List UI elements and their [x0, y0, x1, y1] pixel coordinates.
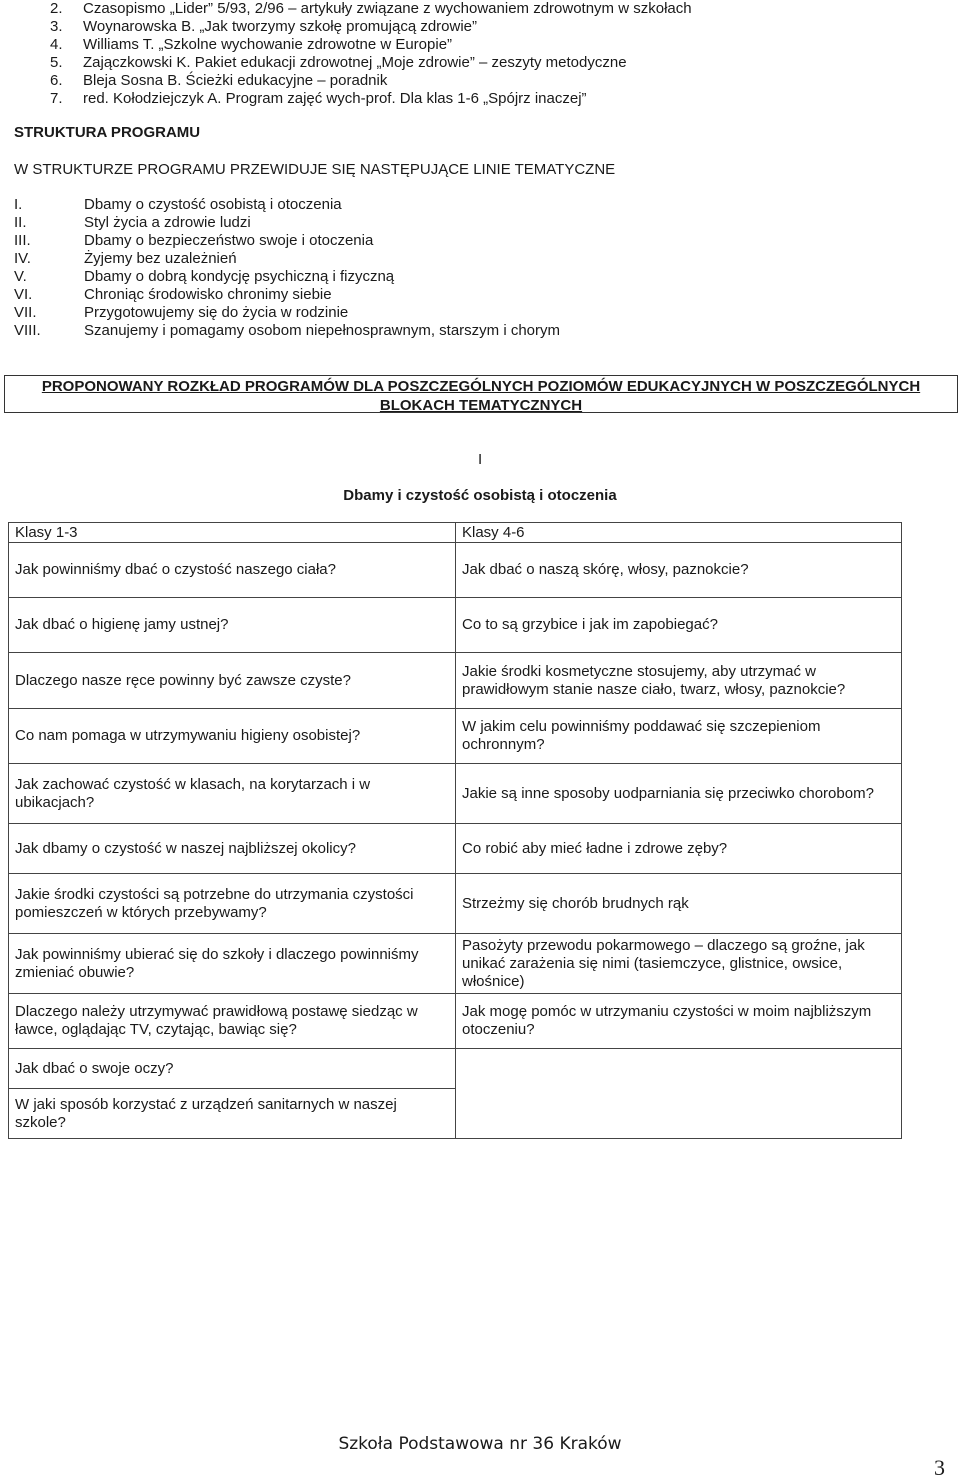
table-cell: Jak zachować czystość w klasach, na korytarzach i w ubikacjach?: [9, 764, 456, 824]
table-cell: Strzeżmy się chorób brudnych rąk: [456, 874, 902, 934]
table-cell: Jakie środki czystości są potrzebne do utrzymania czystości pomieszczeń w których przebywamy?: [9, 874, 456, 934]
table-cell: Jak dbać o swoje oczy?: [9, 1049, 456, 1089]
theme-item: VIII. Szanujemy i pomagamy osobom niepełnosprawnym, starszym i chorym: [14, 322, 561, 339]
structure-heading: STRUKTURA PROGRAMU: [14, 124, 201, 141]
theme-item: VI. Chroniąc środowisko chronimy siebie: [14, 286, 332, 303]
table-row: [9, 598, 902, 653]
table-cell: Jak powinniśmy ubierać się do szkoły i dlaczego powinniśmy zmieniać obuwie?: [9, 934, 456, 994]
table-header-row: [9, 523, 902, 543]
table-cell-empty: [456, 1049, 902, 1139]
table-cell: Jak dbamy o czystość w naszej najbliższej okolicy?: [9, 824, 456, 874]
table-cell: Jak mogę pomóc w utrzymaniu czystości w moim najbliższym otoczeniu?: [456, 994, 902, 1049]
table-cell: Jak powinniśmy dbać o czystość naszego ciała?: [9, 543, 456, 598]
table-row: [9, 543, 902, 598]
table-cell: Jak dbać o naszą skórę, włosy, paznokcie?: [456, 543, 902, 598]
bibliography-item: 6. Bleja Sosna B. Ścieżki edukacyjne – poradnik: [50, 72, 388, 89]
table-cell: Co to są grzybice i jak im zapobiegać?: [456, 598, 902, 653]
bibliography-item: 2. Czasopismo „Lider” 5/93, 2/96 – artykuły związane z wychowaniem zdrowotnym w szkołach: [50, 0, 692, 17]
bibliography-item: 7. red. Kołodziejczyk A. Program zajęć wych-prof. Dla klas 1-6 „Spójrz inaczej”: [50, 90, 587, 107]
theme-item: V. Dbamy o dobrą kondycję psychiczną i fizyczną: [14, 268, 395, 285]
proposal-title-line: PROPONOWANY ROZKŁAD PROGRAMÓW DLA POSZCZEGÓLNYCH POZIOMÓW EDUKACYJNYCH W POSZCZEGÓLNYCH: [41, 378, 921, 395]
theme-item: VII. Przygotowujemy się do życia w rodzinie: [14, 304, 349, 321]
table-cell: Co nam pomaga w utrzymywaniu higieny osobistej?: [9, 709, 456, 764]
table-row: [9, 709, 902, 764]
table-cell: W jaki sposób korzystać z urządzeń sanitarnych w naszej szkole?: [9, 1089, 456, 1139]
table-cell: Pasożyty przewodu pokarmowego – dlaczego są groźne, jak unikać zarażenia się nimi (tasiemczyce, glistnice, owsice, włośnice): [456, 934, 902, 994]
proposal-title-line: BLOKACH TEMATYCZNYCH: [379, 397, 583, 414]
theme-item: III. Dbamy o bezpieczeństwo swoje i otoczenia: [14, 232, 374, 249]
bibliography-item: 5. Zajączkowski K. Pakiet edukacji zdrowotnej „Moje zdrowie” – zeszyty metodyczne: [50, 54, 627, 71]
table-cell: Jakie środki kosmetyczne stosujemy, aby utrzymać w prawidłowym stanie nasze ciało, twarz, włosy, paznokcie?: [456, 653, 902, 709]
bibliography-list: [50, 0, 692, 108]
table-cell: Co robić aby mieć ładne i zdrowe zęby?: [456, 824, 902, 874]
table-cell: W jakim celu powinniśmy poddawać się szczepieniom ochronnym?: [456, 709, 902, 764]
table-row: [9, 764, 902, 824]
table-cell: Dlaczego należy utrzymywać prawidłową postawę siedząc w ławce, oglądając TV, czytając, bawiąc się?: [9, 994, 456, 1049]
theme-item: I. Dbamy o czystość osobistą i otoczenia: [14, 196, 342, 213]
bibliography-item: 3. Woynarowska B. „Jak tworzymy szkołę promującą zdrowie”: [50, 18, 478, 35]
thematic-lines-list: [14, 196, 560, 340]
table-row: [9, 824, 902, 874]
table-row: [9, 874, 902, 934]
block-title: Dbamy i czystość osobistą i otoczenia: [343, 487, 617, 504]
thematic-lines-heading: W STRUKTURZE PROGRAMU PRZEWIDUJE SIĘ NASTĘPUJĄCE LINIE TEMATYCZNE: [14, 161, 616, 178]
proposal-title-box: [4, 375, 958, 413]
table-row: [9, 1049, 902, 1089]
header-cell-grades-4-6: Klasy 4-6: [456, 523, 902, 543]
table-row: [9, 934, 902, 994]
header-cell-grades-1-3: Klasy 1-3: [9, 523, 456, 543]
table-cell: Jak dbać o higienę jamy ustnej?: [9, 598, 456, 653]
table-row: [9, 653, 902, 709]
block-number: I: [478, 451, 483, 468]
bibliography-item: 4. Williams T. „Szkolne wychowanie zdrowotne w Europie”: [50, 36, 453, 53]
theme-item: II. Styl życia a zdrowie ludzi: [14, 214, 251, 231]
footer-school-name: Szkoła Podstawowa nr 36 Kraków: [338, 1434, 622, 1454]
program-table: [8, 522, 902, 1139]
theme-item: IV. Żyjemy bez uzależnień: [14, 250, 237, 267]
table-row: [9, 994, 902, 1049]
table-cell: Jakie są inne sposoby uodparniania się przeciwko chorobom?: [456, 764, 902, 824]
page-number: 3: [934, 1455, 945, 1480]
table-cell: Dlaczego nasze ręce powinny być zawsze czyste?: [9, 653, 456, 709]
